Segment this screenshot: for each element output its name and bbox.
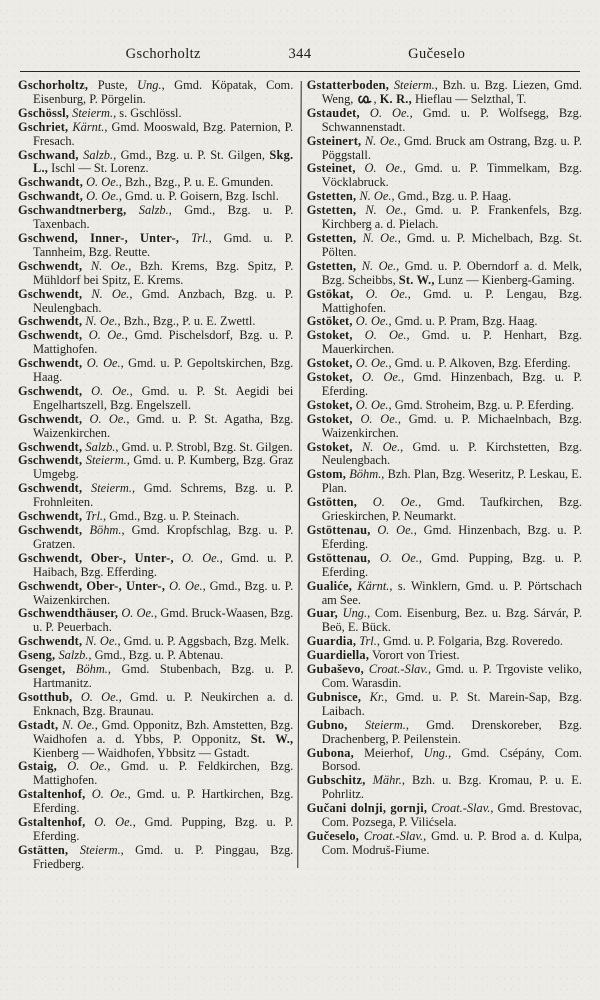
entry (18, 121, 293, 149)
entry-text: , Gmd. u. P. Goisern, Bzg. Ischl. (118, 189, 279, 204)
entry-text: , Gmd. Kropfschlag, Bzg. u. P. Gratzen. (33, 523, 294, 551)
entry-headword: Guar, (306, 606, 338, 621)
entry-text: , s. Winklern, Gmd. u. P. Pörtschach am See. (321, 578, 582, 607)
entry-region-label: N. Oe. (85, 634, 118, 649)
entry-text: , Gmd. Hinzenbach, Bzg. u. P. Eferding. (321, 523, 582, 551)
entry-region-label: O. Oe. (169, 578, 203, 593)
entry-text (72, 690, 80, 704)
entry (307, 580, 582, 608)
entry-region-label: Trl. (191, 230, 209, 245)
entry-headword: Gschwendt, (18, 383, 83, 398)
entry-region-label: N. Oe. (365, 203, 404, 218)
entry-text: , Gmd. u. P. Kumberg, Bzg. Graz Umgebg. (33, 453, 294, 482)
entry-region-label: O. Oe. (89, 411, 127, 426)
entry-text: , Gmd. u. P. St. Marein-Sap, Bzg. Laibach. (321, 689, 582, 718)
entry (307, 747, 582, 775)
entry-text: , Gmd. u. P. Pinggau, Bzg. Friedberg. (33, 842, 294, 871)
entry-region-label: Ung. (137, 78, 162, 92)
entry-region-label: Salzb. (83, 147, 114, 162)
entry-text: , Gmd. Pupping, Bzg. u. P. Eferding. (33, 815, 294, 843)
entry-text: , s. Gschlössl. (113, 105, 182, 120)
entry-headword: Gubnisce, (306, 689, 362, 704)
entry-text: , Gmd. u. P. Gepoltskirchen, Bzg. Haag. (33, 356, 294, 385)
entry-text: , Gmd. u. P. Frankenfels, Bzg. Kirchberg a. d. Pielach. (321, 203, 582, 232)
entry (307, 496, 582, 524)
entry-text: , Gmd. u. P. Michaelnbach, Bzg. Waizenkirchen. (321, 411, 582, 440)
entry-headword: Gstötten, (306, 495, 358, 510)
entry (18, 760, 293, 788)
entry-headword: Gubaševo, (306, 662, 364, 677)
entry-headword: Gstaudet, (306, 105, 360, 120)
entry-text (65, 662, 76, 676)
entry-text (371, 551, 380, 565)
entry-headword: St. W., (398, 272, 435, 287)
entry-region-label: Salzb. (58, 648, 89, 663)
entry-text: , Gmd. Anzbach, Bzg. u. P. Neulengbach. (33, 286, 294, 315)
entry-region-label: O. Oe. (94, 815, 133, 830)
entry (307, 79, 582, 107)
entry-headword: Gschwendt, (18, 328, 83, 343)
entry (18, 635, 293, 649)
entry-text: , Bzh. Plan, Bzg. Weseritz, P. Leskau, E. Plan. (321, 467, 582, 496)
entry (307, 719, 582, 747)
entry (18, 176, 293, 190)
entry (18, 79, 293, 107)
entry-text (85, 815, 94, 829)
entry-text (68, 843, 79, 857)
entry-headword: Gschwendt, (18, 439, 83, 454)
entry-headword: Gschwendt, (18, 509, 83, 524)
entry-region-label: O. Oe. (372, 495, 419, 510)
entry (18, 260, 293, 288)
entry-region-label: N. Oe. (85, 314, 118, 329)
entry-text: , Com. Eisenburg, Bez. u. Bzg. Sárvár, P. Beö, E. Bück. (321, 606, 582, 635)
page-number: 344 (288, 46, 312, 62)
entry-headword: Gsenget, (18, 662, 66, 677)
entry (18, 107, 293, 121)
entry-text (82, 481, 91, 495)
entry (18, 816, 293, 844)
entry (18, 607, 293, 635)
entry-text: , Gmd. u. P. Aggsbach, Bzg. Melk. (117, 634, 290, 649)
entry-region-label: O. Oe. (355, 356, 389, 371)
entry-text (174, 551, 182, 565)
entry-headword: Gstetten, (306, 230, 357, 245)
entry-text (57, 759, 67, 773)
entry-headword: Gschwendt, Ober-, Unter-, (18, 550, 174, 565)
entry-text: , Gmd. u. P. Oberndorf a. d. Melk, Bzg. Scheibbs, (321, 258, 582, 287)
entry (18, 441, 293, 455)
entry-text: , Bzh., Bzg., P. u. E. Zwettl. (117, 314, 256, 329)
entry-headword: Gschriet, (18, 119, 69, 134)
columns (18, 79, 582, 872)
entry-region-label: O. Oe. (355, 397, 389, 412)
entry (18, 413, 293, 441)
entry-text: , Gmd., Bzg. u. P. Steinach. (103, 509, 240, 524)
entry-headword: Gsotthub, (18, 689, 73, 704)
entry-headword: Gschwend, Inner-, Unter-, (18, 230, 180, 245)
entry-region-label: Steierm. (91, 481, 132, 496)
entry (307, 399, 582, 413)
entry-text: , Gmd. u. P. Strobl, Bzg. St. Gilgen. (115, 439, 293, 454)
entry-region-label: O. Oe. (67, 759, 108, 774)
entry (307, 329, 582, 357)
entry-region-label: O. Oe. (88, 328, 125, 343)
entry-text (82, 259, 91, 273)
entry (18, 315, 293, 329)
entry-region-label: N. Oe. (90, 258, 129, 273)
entry-region-label: O. Oe. (86, 175, 119, 190)
entry-region-label: Kärnt. (72, 119, 105, 134)
entry-headword: Gschwendt, (18, 634, 83, 649)
entry-text: , Bzh. u. Bzg. Liezen, Gmd. Weng, (321, 78, 582, 106)
entry-text (179, 231, 191, 245)
entry-headword: Gučani dolnji, gornji, (306, 801, 428, 816)
entry-headword: St. W., (250, 731, 294, 746)
entry (307, 441, 582, 469)
entry-headword: Gstadt, (18, 717, 59, 732)
entry-text (126, 203, 138, 217)
entry (307, 802, 582, 830)
entry-headword: Gsteinert, (306, 133, 362, 148)
entry-text: , Gmd. u. P. Alkoven, Bzg. Eferding. (388, 356, 571, 371)
entry-headword: Gschwendt, (18, 314, 83, 329)
entry-headword: Guardiella, (306, 648, 370, 663)
entry-text: , Gmd. u. P. Feldkirchen, Bzg. Mattighofen. (33, 759, 294, 788)
entry (307, 830, 582, 858)
entry-text: , Gmd. Stubenbach, Bzg. u. P. Hartmanitz. (33, 662, 294, 690)
entry-region-label: Croat.-Slav. (363, 828, 424, 843)
entry (307, 190, 582, 204)
header-rule (20, 71, 580, 72)
entry-headword: Gschwendt, (18, 453, 83, 468)
entry-region-label: N. Oe. (62, 717, 95, 732)
entry-headword: Gstoket, (306, 328, 353, 343)
entry-region-label: Croat.-Slav. (368, 662, 429, 677)
entry-region-label: O. Oe. (377, 523, 414, 537)
entry-text (82, 384, 91, 398)
entry-region-label: O. Oe. (365, 286, 408, 301)
entry-region-label: Salzb. (85, 439, 116, 454)
entry-text: Meierhof, (353, 745, 424, 760)
entry-text: , Gmd. u. P. Michelbach, Bzg. St. Pölten. (321, 230, 582, 259)
entry-region-label: O. Oe. (91, 787, 128, 802)
entry-headword: Gubona, (306, 745, 354, 760)
entry-headword: Gstetten, (306, 203, 357, 218)
entry-region-label: O. Oe. (80, 689, 119, 704)
entry-text: Hieflau — Selzthal, T. (411, 91, 527, 106)
entry-region-label: Trl. (359, 634, 377, 649)
entry-region-label: O. Oe. (355, 314, 389, 329)
entry-region-label: O. Oe. (121, 606, 155, 621)
entry-text: , Gmd. Csépány, Com. Borsod. (321, 745, 582, 774)
entry-headword: Gstoket, (306, 439, 353, 454)
entry-text (366, 773, 373, 787)
entry-headword: Gschwendt, (18, 411, 83, 426)
entry-headword: Gstökat, (306, 286, 354, 301)
entry-headword: Gstoket, (306, 370, 353, 385)
entry-headword: Gschwendt, Ober-, Unter-, (18, 578, 166, 593)
entry-text: , Gmd. Brestovac, Com. Pozsega, P. Vilićsela. (321, 801, 582, 830)
entry-headword: Gubschitz, (306, 773, 366, 788)
entry (18, 788, 293, 816)
entry-text: , Gmd. u. P. Folgaria, Bzg. Roveredo. (376, 634, 564, 649)
entry-headword: Gsteinet, (306, 161, 356, 176)
entry-text: , Gmd. u. P. Kirchstetten, Bzg. Neulengbach. (321, 439, 582, 468)
entry-region-label: Böhm. (75, 662, 108, 677)
entry (18, 691, 293, 719)
entry (18, 482, 293, 510)
entry-text: , (373, 91, 380, 106)
entry-text (353, 440, 362, 454)
entry (307, 774, 582, 802)
entry-headword: Gstoket, (306, 356, 353, 371)
entry-region-label: O. Oe. (369, 105, 410, 120)
entry-text: , Gmd. Taufkirchen, Bzg. Grieskirchen, P. Neumarkt. (321, 495, 582, 524)
entry-region-label: N. Oe. (91, 286, 130, 301)
entry-text (82, 412, 89, 426)
entry-headword: Gstoket, (306, 397, 353, 412)
entry-region-label: Böhm. (89, 523, 122, 537)
entry (18, 232, 293, 260)
entry-region-label: Croat.-Slav. (431, 801, 491, 816)
entry (307, 288, 582, 316)
entry-region-label: Mähr. (372, 773, 402, 788)
entry-text: Puste, (88, 78, 138, 92)
entry-text: , Gmd. Hinzenbach, Bzg. u. P. Eferding. (321, 370, 582, 398)
entry-text: , Gmd. Opponitz, Bzh. Amstetten, Bzg. Waidhofen a. d. Ybbs, P. Opponitz, (33, 717, 294, 746)
entry-region-label: Salzb. (138, 203, 169, 218)
entry-text: , Gmd., Bzg. u. P. St. Gilgen, (113, 147, 270, 162)
entry (307, 371, 582, 399)
entry-headword: Gschwandtnerberg, (18, 203, 127, 218)
entry-text: Kienberg — Waidhofen, Ybbsitz — Gstadt. (33, 745, 250, 760)
entry-headword: Gstoket, (306, 411, 353, 426)
entry-headword: Gschwandt, (18, 175, 83, 190)
entry-headword: Gstaltenhof, (18, 815, 86, 830)
entry-region-label: O. Oe. (91, 383, 130, 398)
entry-headword: Gschwendt, (18, 481, 83, 496)
post-horn-icon (356, 95, 373, 104)
entry-text (357, 495, 373, 509)
entry-text: , Gmd. u. P. Timmelkam, Bzg. Vöcklabruck. (321, 161, 582, 190)
entry-text: , Gmd. Köpatak, Com. Eisenburg, P. Pörgelin. (33, 78, 294, 106)
entry-text (353, 370, 362, 384)
entry-text: , Gmd. u. P. Trgoviste veliko, Com. Warasdin. (321, 662, 582, 690)
entry-text: Lunz — Kienberg-Gaming. (434, 272, 575, 287)
entry-headword: Skg. L., (33, 147, 294, 176)
entry (18, 149, 293, 177)
running-head-left: Gschorholtz (125, 46, 201, 62)
entry-headword: Gstätten, (18, 842, 69, 857)
entry-text: , Gmd. Mooswald, Bzg. Paternion, P. Fresach. (33, 119, 294, 148)
entry-region-label: O. Oe. (360, 411, 398, 426)
entry-headword: Gualiće, (306, 578, 352, 593)
entry-region-label: Steierm. (79, 842, 121, 857)
entry-text: , Bzh., Bzg., P. u. E. Gmunden. (118, 175, 274, 190)
entry-text: , Gmd., Bzg. u. P. Haag. (391, 189, 512, 204)
entry-headword: Gstöttenau, (306, 550, 371, 565)
entry-region-label: Kr. (369, 689, 385, 704)
entry-text: Vorort von Triest. (369, 648, 460, 663)
entry (18, 357, 293, 385)
entry-text: , Gmd. u. P. Hartkirchen, Bzg. Eferding. (33, 787, 294, 816)
entry-text (353, 287, 365, 301)
entry (307, 635, 582, 649)
column-left (18, 79, 293, 872)
entry (307, 135, 582, 163)
entry-text: , Gmd. u. P. St. Agatha, Bzg. Waizenkirchen. (33, 411, 294, 440)
entry-text: , Gmd. u. P. Henhart, Bzg. Mauerkirchen. (321, 328, 582, 357)
page-header (18, 46, 582, 71)
entry (307, 663, 582, 691)
entry (307, 524, 582, 552)
entry-headword: Gschössl, (18, 105, 70, 120)
entry (307, 607, 582, 635)
entry-text: , Gmd., Bzg. u. P. Abtenau. (88, 648, 224, 663)
entry-region-label: Böhm. (349, 467, 382, 482)
entry-text: , Gmd. u. P. Tannheim, Bzg. Reutte. (33, 230, 294, 259)
entry-headword: Gschwendthäuser, (18, 606, 119, 621)
entry-text: , Gmd. u. P. St. Aegidi bei Engelhartszell, Bzg. Engelszell. (33, 383, 294, 412)
entry (307, 468, 582, 496)
entry-headword: Gschwand, (18, 147, 79, 162)
entry-text: , Gmd. u. P. Brod a. d. Kulpa, Com. Modruš-Fiume. (321, 828, 582, 857)
entry-text: , Gmd. Bruck am Ostrang, Bzg. u. P. Pöggstall. (321, 133, 582, 162)
entry-headword: Gschwendt, (18, 356, 83, 371)
entry (18, 385, 293, 413)
entry-headword: Guardia, (306, 634, 357, 649)
entry-text (348, 718, 365, 732)
entry-region-label: N. Oe. (361, 439, 401, 454)
entry-headword: Gstöttenau, (306, 523, 371, 537)
entry-headword: Gseng, (18, 648, 56, 663)
entry (18, 329, 293, 357)
entry-text: , Bzh. u. Bzg. Kromau, P. u. E. Pohrlitz. (321, 773, 582, 802)
entry-headword: Gstatterboden, (306, 78, 389, 92)
entry-region-label: O. Oe. (86, 189, 119, 204)
entry-region-label: O. Oe. (379, 550, 419, 565)
entry-region-label: O. Oe. (362, 370, 401, 385)
entry-text: , Gmd. Pupping, Bzg. u. P. Eferding. (321, 550, 582, 579)
entry (18, 719, 293, 761)
entry-text: , Gmd. u. P. Wolfsegg, Bzg. Schwannenstadt. (321, 105, 582, 134)
entry-region-label: O. Oe. (364, 328, 407, 343)
entry-text (360, 106, 370, 120)
entry-text (353, 328, 365, 342)
column-right (307, 79, 582, 872)
entry-region-label: N. Oe. (364, 133, 398, 148)
entry (307, 204, 582, 232)
entry (18, 552, 293, 580)
entry-region-label: O. Oe. (86, 356, 121, 371)
entry (18, 580, 293, 608)
entry-text (356, 203, 365, 217)
entry-region-label: N. Oe. (362, 230, 398, 245)
entry (18, 454, 293, 482)
entry (307, 649, 582, 663)
entry-text: , Bzh. Krems, Bzg. Spitz, P. Mühldorf bei Spitz, E. Krems. (33, 258, 294, 287)
column-divider (298, 81, 303, 868)
entry-headword: Gschwandt, (18, 189, 83, 204)
entry (307, 107, 582, 135)
entry (307, 691, 582, 719)
entry (307, 162, 582, 190)
entry-region-label: Ung. (342, 606, 368, 621)
entry-text: , Gmd. Drenskoreber, Bzg. Drachenberg, P. Peilenstein. (321, 717, 582, 746)
entry-headword: Gstetten, (306, 258, 357, 273)
entry-headword: Gstom, (306, 467, 347, 482)
entry-region-label: N. Oe. (361, 258, 397, 273)
entry-text: , Gmd. Stroheim, Bzg. u. P. Eferding. (388, 397, 575, 412)
entry-headword: Gschorholtz, (18, 78, 89, 92)
entry (18, 844, 293, 872)
entry-text: , Gmd. u. P. Lengau, Bzg. Mattighofen. (321, 286, 582, 315)
entry-text: , Gmd. Schrems, Bzg. u. P. Frohnleiten. (33, 481, 294, 510)
entry (307, 315, 582, 329)
entry-text: , Gmd., Bzg. u. P. Waizenkirchen. (33, 578, 294, 607)
entry-region-label: Steierm. (72, 105, 114, 120)
entry-headword: Gstaltenhof, (18, 787, 86, 802)
entry-region-label: O. Oe. (181, 550, 220, 565)
entry (18, 649, 293, 663)
entry-headword: Gstaig, (18, 759, 57, 774)
entry-headword: K. R., (379, 91, 412, 106)
entry-text: , Gmd. u. P. Pram, Bzg. Haag. (388, 314, 538, 329)
entry-region-label: Ung. (423, 745, 449, 760)
entry (18, 663, 293, 691)
entry (18, 288, 293, 316)
entry-text: , Gmd., Bzg. u. P. Taxenbach. (33, 203, 294, 232)
entry (18, 524, 293, 552)
entry-headword: Gstetten, (306, 189, 357, 204)
entry-headword: Gschwendt, (18, 286, 83, 301)
entry-region-label: Steierm. (85, 453, 127, 468)
entry-region-label: Steierm. (393, 78, 435, 92)
entry-headword: Gschwendt, (18, 258, 83, 273)
entry-region-label: Kärnt. (357, 578, 390, 593)
entry-text: , Gmd. u. P. Haibach, Bzg. Efferding. (33, 550, 294, 579)
entry-region-label: Trl. (85, 509, 103, 524)
entry-region-label: O. Oe. (364, 161, 403, 176)
entry (307, 413, 582, 441)
entry-text: , Gmd. Pischelsdorf, Bzg. u. P. Mattighofen. (33, 328, 294, 357)
entry-region-label: Steierm. (364, 717, 406, 732)
entry (307, 260, 582, 288)
entry-headword: Gstöket, (306, 314, 353, 329)
running-head-right: Gučeselo (408, 46, 466, 62)
entry (18, 204, 293, 232)
entry (307, 232, 582, 260)
entry-headword: Gučeselo, (306, 828, 360, 843)
entry-text: , Gmd. u. P. Neukirchen a. d. Enknach, Bzg. Braunau. (33, 689, 294, 718)
entry-headword: Gschwendt, (18, 523, 83, 537)
entry (18, 510, 293, 524)
entry-text: Ischl — St. Lorenz. (48, 161, 149, 176)
entry-headword: Gubno, (306, 717, 348, 732)
entry (307, 357, 582, 371)
entry-region-label: N. Oe. (359, 189, 392, 204)
entry (18, 190, 293, 204)
entry (307, 552, 582, 580)
entry-text: , Gmd. Bruck-Waasen, Bzg. u. P. Peuerbach. (33, 606, 294, 635)
entry-text (361, 690, 369, 704)
